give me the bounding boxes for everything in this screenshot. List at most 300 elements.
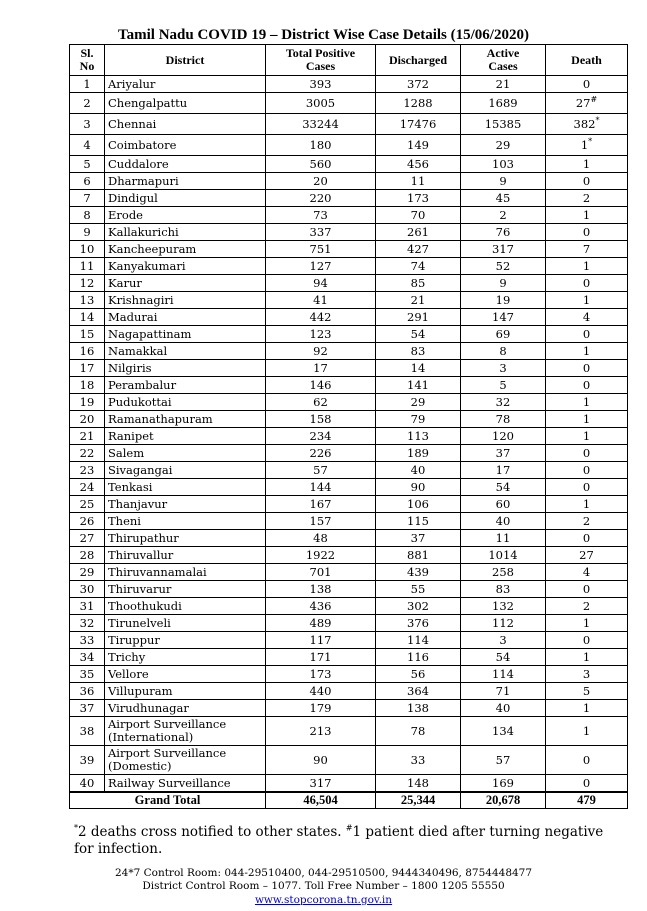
cell-sl-no: 27 — [70, 530, 105, 547]
cell-discharged: 79 — [376, 411, 461, 428]
cell-active: 54 — [461, 649, 546, 666]
cell-district-line1: Airport Surveillance — [108, 746, 227, 760]
header-district: District — [105, 45, 266, 76]
cell-active: 3 — [461, 360, 546, 377]
cell-death-value: 27 — [575, 95, 591, 110]
cell-death — [546, 564, 628, 581]
cell-active: 15385 — [461, 114, 546, 135]
cell-active: 37 — [461, 445, 546, 462]
cell-death — [546, 775, 628, 793]
cell-discharged: 33 — [376, 746, 461, 775]
cell-active: 29 — [461, 135, 546, 156]
cell-positive: 158 — [266, 411, 376, 428]
cell-district: Thiruvallur — [105, 547, 266, 564]
cell-sl-no: 6 — [70, 173, 105, 190]
grand-total-death: 479 — [546, 792, 628, 809]
cell-death — [546, 173, 628, 190]
cell-sl-no: 1 — [70, 76, 105, 93]
cell-death — [546, 93, 628, 114]
cell-sl-no: 21 — [70, 428, 105, 445]
table-row — [70, 377, 628, 394]
cell-district: Thirupathur — [105, 530, 266, 547]
table-row — [70, 462, 628, 479]
cell-discharged: 149 — [376, 135, 461, 156]
cell-death-value: 2 — [582, 190, 591, 205]
header-sl-line2: No — [79, 59, 95, 73]
cell-sl-no: 11 — [70, 258, 105, 275]
cell-district: Thiruvannamalai — [105, 564, 266, 581]
cell-active: 54 — [461, 479, 546, 496]
cell-active: 1689 — [461, 93, 546, 114]
cell-district: Krishnagiri — [105, 292, 266, 309]
cell-death-value: 2 — [582, 598, 591, 613]
cell-positive: 167 — [266, 496, 376, 513]
table-row — [70, 93, 628, 114]
cell-district — [105, 717, 266, 746]
table-row — [70, 394, 628, 411]
table-row — [70, 258, 628, 275]
cell-district: Thiruvarur — [105, 581, 266, 598]
cell-positive: 317 — [266, 775, 376, 793]
cell-district: Madurai — [105, 309, 266, 326]
cell-district: Thoothukudi — [105, 598, 266, 615]
cell-active: 317 — [461, 241, 546, 258]
cell-active: 32 — [461, 394, 546, 411]
cell-active: 45 — [461, 190, 546, 207]
cell-death-value: 382 — [573, 116, 596, 131]
cell-positive: 234 — [266, 428, 376, 445]
cell-district: Tenkasi — [105, 479, 266, 496]
cell-death — [546, 411, 628, 428]
cell-sl-no: 24 — [70, 479, 105, 496]
cell-active: 1014 — [461, 547, 546, 564]
cell-active: 78 — [461, 411, 546, 428]
cell-death-value: 1 — [582, 292, 591, 307]
cell-active: 3 — [461, 632, 546, 649]
cell-death — [546, 513, 628, 530]
cell-sl-no: 15 — [70, 326, 105, 343]
cell-discharged: 90 — [376, 479, 461, 496]
cell-active: 114 — [461, 666, 546, 683]
cell-discharged: 302 — [376, 598, 461, 615]
cell-active: 169 — [461, 775, 546, 793]
district-case-table — [69, 44, 628, 809]
cell-death-value: 7 — [582, 241, 591, 256]
cell-death-value: 4 — [582, 309, 591, 324]
cell-positive: 1922 — [266, 547, 376, 564]
cell-active: 52 — [461, 258, 546, 275]
cell-active: 40 — [461, 700, 546, 717]
cell-discharged: 439 — [376, 564, 461, 581]
cell-sl-no: 18 — [70, 377, 105, 394]
cell-death-value: 1 — [582, 258, 591, 273]
table-row — [70, 530, 628, 547]
cell-discharged: 1288 — [376, 93, 461, 114]
cell-death-value: 1 — [582, 428, 591, 443]
cell-active: 258 — [461, 564, 546, 581]
cell-sl-no: 29 — [70, 564, 105, 581]
table-row — [70, 275, 628, 292]
cell-sl-no: 35 — [70, 666, 105, 683]
cell-positive: 560 — [266, 156, 376, 173]
cell-death-value: 27 — [579, 547, 594, 562]
cell-positive: 173 — [266, 666, 376, 683]
cell-death-value: 0 — [582, 360, 591, 375]
footnote-star-text: 2 deaths cross notified to other states. — [78, 824, 342, 840]
cell-active: 21 — [461, 76, 546, 93]
cell-positive: 179 — [266, 700, 376, 717]
cell-death — [546, 598, 628, 615]
cell-positive: 701 — [266, 564, 376, 581]
cell-discharged: 115 — [376, 513, 461, 530]
cell-discharged: 70 — [376, 207, 461, 224]
cell-discharged: 21 — [376, 292, 461, 309]
footnote-hash-mark: # — [345, 823, 353, 833]
header-sl-no — [70, 45, 105, 76]
cell-death — [546, 479, 628, 496]
cell-sl-no: 20 — [70, 411, 105, 428]
cell-discharged: 456 — [376, 156, 461, 173]
cell-district: Ranipet — [105, 428, 266, 445]
footnote-star-mark: * — [74, 823, 78, 833]
cell-death — [546, 700, 628, 717]
cell-death — [546, 649, 628, 666]
cell-district: Sivagangai — [105, 462, 266, 479]
cell-positive: 3005 — [266, 93, 376, 114]
cell-death-mark: * — [595, 115, 600, 125]
cell-death-value: 0 — [582, 462, 591, 477]
header-active-line2: Cases — [488, 59, 518, 73]
cell-death — [546, 343, 628, 360]
cell-active: 9 — [461, 275, 546, 292]
cell-sl-no: 8 — [70, 207, 105, 224]
cell-positive: 226 — [266, 445, 376, 462]
cell-death-value: 0 — [582, 76, 591, 91]
grand-total-active: 20,678 — [461, 792, 546, 809]
cell-sl-no: 34 — [70, 649, 105, 666]
cell-district: Railway Surveillance — [105, 775, 266, 793]
website-line — [0, 894, 647, 906]
cell-death — [546, 190, 628, 207]
cell-sl-no: 7 — [70, 190, 105, 207]
header-sl-line1: Sl. — [80, 46, 94, 60]
cell-death — [546, 156, 628, 173]
cell-sl-no: 17 — [70, 360, 105, 377]
cell-positive: 17 — [266, 360, 376, 377]
cell-death — [546, 114, 628, 135]
table-row — [70, 411, 628, 428]
table-header-row — [70, 45, 628, 76]
cell-death-value: 0 — [582, 326, 591, 341]
cell-death-value: 1 — [582, 343, 591, 358]
cell-sl-no: 12 — [70, 275, 105, 292]
cell-death-mark: * — [588, 136, 593, 146]
cell-death-value: 0 — [582, 581, 591, 596]
table-row — [70, 343, 628, 360]
cell-death-value: 3 — [582, 666, 591, 681]
cell-active: 11 — [461, 530, 546, 547]
cell-discharged: 54 — [376, 326, 461, 343]
cell-death — [546, 445, 628, 462]
cell-positive: 442 — [266, 309, 376, 326]
cell-death — [546, 615, 628, 632]
table-row — [70, 666, 628, 683]
table-row — [70, 360, 628, 377]
grand-total-label: Grand Total — [70, 792, 266, 809]
header-positive-line2: Cases — [305, 59, 336, 73]
cell-positive: 146 — [266, 377, 376, 394]
cell-district-line2: (International) — [108, 730, 194, 744]
cell-death-value: 2 — [582, 513, 591, 528]
cell-sl-no: 32 — [70, 615, 105, 632]
page-title: Tamil Nadu COVID 19 – District Wise Case Details (15/06/2020) — [118, 27, 529, 43]
table-row — [70, 746, 628, 775]
cell-district: Chengalpattu — [105, 93, 266, 114]
cell-sl-no: 38 — [70, 717, 105, 746]
cell-district: Cuddalore — [105, 156, 266, 173]
cell-death — [546, 258, 628, 275]
cell-death — [546, 241, 628, 258]
cell-discharged: 141 — [376, 377, 461, 394]
cell-death-value: 0 — [582, 275, 591, 290]
cell-discharged: 29 — [376, 394, 461, 411]
cell-active: 2 — [461, 207, 546, 224]
cell-discharged: 113 — [376, 428, 461, 445]
cell-district: Perambalur — [105, 377, 266, 394]
header-active-line1: Active — [486, 46, 520, 60]
header-active — [461, 45, 546, 76]
cell-district: Kallakurichi — [105, 224, 266, 241]
cell-positive: 180 — [266, 135, 376, 156]
cell-district: Pudukottai — [105, 394, 266, 411]
cell-active: 103 — [461, 156, 546, 173]
district-control-line: District Control Room – 1077. Toll Free Number – 1800 1205 55550 — [142, 880, 505, 892]
cell-positive: 393 — [266, 76, 376, 93]
cell-positive: 123 — [266, 326, 376, 343]
cell-district: Theni — [105, 513, 266, 530]
cell-positive: 157 — [266, 513, 376, 530]
cell-discharged: 14 — [376, 360, 461, 377]
table-row — [70, 207, 628, 224]
cell-district-line2: (Domestic) — [108, 759, 172, 773]
cell-positive: 220 — [266, 190, 376, 207]
header-positive-line1: Total Positive — [285, 46, 356, 60]
cell-death-value: 0 — [582, 377, 591, 392]
cell-death — [546, 428, 628, 445]
cell-death-value: 0 — [582, 224, 591, 239]
cell-positive: 117 — [266, 632, 376, 649]
cell-district: Dharmapuri — [105, 173, 266, 190]
cell-sl-no: 10 — [70, 241, 105, 258]
cell-sl-no: 28 — [70, 547, 105, 564]
cell-sl-no: 23 — [70, 462, 105, 479]
cell-sl-no: 19 — [70, 394, 105, 411]
table-row — [70, 173, 628, 190]
cell-district: Karur — [105, 275, 266, 292]
cell-active: 19 — [461, 292, 546, 309]
grand-total-discharged: 25,344 — [376, 792, 461, 809]
cell-positive: 57 — [266, 462, 376, 479]
cell-active: 83 — [461, 581, 546, 598]
cell-district: Ramanathapuram — [105, 411, 266, 428]
table-row — [70, 598, 628, 615]
table-row — [70, 581, 628, 598]
cell-district: Dindigul — [105, 190, 266, 207]
table-row — [70, 309, 628, 326]
footnote-hash-text: 1 patient died after turning negative for infection. — [74, 824, 604, 857]
cell-death — [546, 496, 628, 513]
cell-district: Trichy — [105, 649, 266, 666]
table-row — [70, 513, 628, 530]
cell-district: Coimbatore — [105, 135, 266, 156]
cell-sl-no: 9 — [70, 224, 105, 241]
cell-discharged: 427 — [376, 241, 461, 258]
cell-sl-no: 37 — [70, 700, 105, 717]
cell-death-value: 0 — [582, 632, 591, 647]
cell-death — [546, 309, 628, 326]
table-row — [70, 428, 628, 445]
cell-sl-no: 40 — [70, 775, 105, 793]
cell-positive: 20 — [266, 173, 376, 190]
table-row — [70, 564, 628, 581]
cell-positive: 33244 — [266, 114, 376, 135]
cell-positive: 751 — [266, 241, 376, 258]
header-discharged: Discharged — [376, 45, 461, 76]
cell-death — [546, 275, 628, 292]
cell-discharged: 78 — [376, 717, 461, 746]
cell-district: Nilgiris — [105, 360, 266, 377]
table-row — [70, 241, 628, 258]
cell-sl-no: 36 — [70, 683, 105, 700]
cell-discharged: 55 — [376, 581, 461, 598]
cell-district-line1: Airport Surveillance — [108, 717, 227, 731]
grand-total-row — [70, 792, 628, 809]
cell-positive: 41 — [266, 292, 376, 309]
cell-positive: 144 — [266, 479, 376, 496]
cell-death — [546, 462, 628, 479]
table-row — [70, 479, 628, 496]
cell-district: Salem — [105, 445, 266, 462]
cell-active: 40 — [461, 513, 546, 530]
cell-discharged: 116 — [376, 649, 461, 666]
cell-sl-no: 16 — [70, 343, 105, 360]
cell-sl-no: 13 — [70, 292, 105, 309]
cell-sl-no: 3 — [70, 114, 105, 135]
cell-discharged: 85 — [376, 275, 461, 292]
table-row — [70, 717, 628, 746]
cell-discharged: 291 — [376, 309, 461, 326]
cell-death-value: 1 — [582, 700, 591, 715]
cell-discharged: 372 — [376, 76, 461, 93]
cell-discharged: 56 — [376, 666, 461, 683]
cell-sl-no: 22 — [70, 445, 105, 462]
cell-death — [546, 76, 628, 93]
cell-district: Ariyalur — [105, 76, 266, 93]
cell-sl-no: 14 — [70, 309, 105, 326]
cell-death-value: 1 — [582, 496, 591, 511]
table-row — [70, 700, 628, 717]
cell-discharged: 17476 — [376, 114, 461, 135]
cell-active: 5 — [461, 377, 546, 394]
cell-death-value: 1 — [580, 137, 589, 152]
cell-district: Nagapattinam — [105, 326, 266, 343]
cell-sl-no: 30 — [70, 581, 105, 598]
cell-active: 71 — [461, 683, 546, 700]
cell-district: Erode — [105, 207, 266, 224]
cell-positive: 94 — [266, 275, 376, 292]
cell-discharged: 189 — [376, 445, 461, 462]
cell-district: Namakkal — [105, 343, 266, 360]
cell-death — [546, 207, 628, 224]
cell-death-value: 1 — [582, 394, 591, 409]
cell-active: 76 — [461, 224, 546, 241]
cell-death-value: 0 — [582, 445, 591, 460]
cell-sl-no: 31 — [70, 598, 105, 615]
website-link[interactable]: www.stopcorona.tn.gov.in — [254, 894, 393, 906]
cell-death — [546, 683, 628, 700]
cell-death — [546, 377, 628, 394]
cell-active: 132 — [461, 598, 546, 615]
cell-discharged: 114 — [376, 632, 461, 649]
cell-positive: 436 — [266, 598, 376, 615]
cell-discharged: 11 — [376, 173, 461, 190]
cell-active: 120 — [461, 428, 546, 445]
cell-sl-no: 4 — [70, 135, 105, 156]
cell-district: Tirunelveli — [105, 615, 266, 632]
table-row — [70, 496, 628, 513]
cell-positive: 48 — [266, 530, 376, 547]
grand-total-positive: 46,504 — [266, 792, 376, 809]
footnote — [74, 824, 614, 858]
cell-death-value: 1 — [582, 411, 591, 426]
cell-death-value: 1 — [582, 207, 591, 222]
cell-discharged: 261 — [376, 224, 461, 241]
cell-district: Villupuram — [105, 683, 266, 700]
cell-positive: 73 — [266, 207, 376, 224]
cell-district — [105, 746, 266, 775]
cell-district: Thanjavur — [105, 496, 266, 513]
cell-discharged: 40 — [376, 462, 461, 479]
table-row — [70, 326, 628, 343]
cell-district: Kancheepuram — [105, 241, 266, 258]
cell-death — [546, 530, 628, 547]
cell-death-value: 0 — [582, 752, 591, 767]
cell-sl-no: 26 — [70, 513, 105, 530]
cell-death — [546, 292, 628, 309]
cell-active: 8 — [461, 343, 546, 360]
cell-positive: 127 — [266, 258, 376, 275]
cell-death — [546, 224, 628, 241]
cell-death-value: 1 — [582, 615, 591, 630]
cell-sl-no: 39 — [70, 746, 105, 775]
table-row — [70, 547, 628, 564]
cell-discharged: 364 — [376, 683, 461, 700]
cell-discharged: 881 — [376, 547, 461, 564]
cell-death-value: 0 — [582, 173, 591, 188]
cell-positive: 171 — [266, 649, 376, 666]
cell-district: Vellore — [105, 666, 266, 683]
cell-death — [546, 360, 628, 377]
cell-active: 17 — [461, 462, 546, 479]
table-row — [70, 649, 628, 666]
cell-district: Chennai — [105, 114, 266, 135]
header-positive — [266, 45, 376, 76]
cell-active: 57 — [461, 746, 546, 775]
cell-death-value: 1 — [582, 649, 591, 664]
table-row — [70, 224, 628, 241]
cell-district: Virudhunagar — [105, 700, 266, 717]
cell-death — [546, 326, 628, 343]
